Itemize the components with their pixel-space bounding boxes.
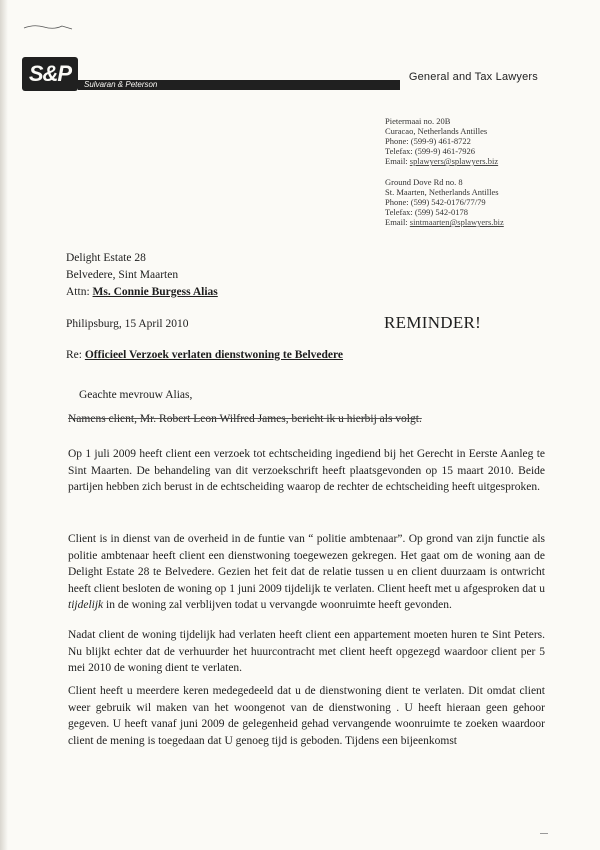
subject-prefix: Re: bbox=[66, 349, 82, 361]
scan-shadow bbox=[0, 0, 8, 850]
office-city: Curacao, Netherlands Antilles bbox=[385, 126, 488, 136]
recipient-address bbox=[66, 250, 218, 301]
attention-line bbox=[66, 284, 218, 301]
subject-line bbox=[66, 349, 343, 361]
salutation: Geachte mevrouw Alias, bbox=[79, 389, 193, 401]
attn-label: Attn: bbox=[66, 286, 90, 298]
subject-title: Officieel Verzoek verlaten dienstwoning te Belvedere bbox=[84, 349, 344, 361]
body-paragraph-2 bbox=[68, 531, 545, 614]
office-fax: Telefax: (599-9) 461-7926 bbox=[385, 146, 476, 156]
email-link[interactable]: sintmaarten@splawyers.biz bbox=[409, 217, 504, 227]
intro-sentence: Namens client, Mr. Robert Leon Wilfred James, bericht ik u hierbij als volgt. bbox=[68, 413, 422, 425]
office-city: St. Maarten, Netherlands Antilles bbox=[385, 187, 499, 197]
pen-scribble-mark bbox=[22, 20, 74, 34]
firm-logo: S&P bbox=[22, 57, 78, 91]
body-paragraph-4: Client heeft u meerdere keren medegedeeld dat u de dienstwoning dient te verlaten. Dit omdat client weer gebruik wil maken van het woongenot van de dienstwoning . U heeft hieraan geen gehoor gegeven. U heeft vanaf juni 2009 de gelegenheid gehad vervangende woonruimte te zoeken waardoor client de mening is toegedaan dat U genoeg tijd is geboden. Tijdens een bijeenkomst bbox=[68, 685, 545, 747]
email-label: Email: bbox=[385, 156, 408, 166]
page-mark bbox=[540, 833, 548, 834]
office-street: Pietermaai no. 20B bbox=[385, 116, 451, 126]
firm-tagline: General and Tax Lawyers bbox=[408, 71, 538, 83]
office-fax: Telefax: (599) 542-0178 bbox=[385, 207, 468, 217]
body-paragraph-1: Op 1 juli 2009 heeft client een verzoek tot echtscheiding ingediend bij het Gerecht in Eerste Aanleg te Sint Maarten. De behandeling van dit verzoekschrift heeft plaatsgevonden op 15 maart 2010. Beide partijen hebben zich berust in de echtscheiding waarop de rechter de echtscheiding heeft uitgesproken. bbox=[68, 448, 545, 494]
firm-name: Sulvaran & Peterson bbox=[84, 80, 158, 89]
body-paragraph-3: Nadat client de woning tijdelijk had verlaten heeft client een appartement moeten huren te Sint Peters. Nu blijkt echter dat de verhuurder het huurcontracht met client heeft opgezegd waardoor client per 5 mei 2010 de woning dient te verlaten. bbox=[68, 629, 545, 675]
office-phone: Phone: (599) 542-0176/77/79 bbox=[385, 197, 486, 207]
office-email-line bbox=[385, 217, 504, 227]
paragraph-text: in de woning zal verblijven todat u vervangde woonruimte heeft gevonden. bbox=[103, 599, 452, 612]
email-link[interactable]: splawyers@splawyers.biz bbox=[409, 156, 499, 166]
office-email-line bbox=[385, 156, 498, 166]
office-st-maarten bbox=[385, 177, 504, 227]
address-line: Delight Estate 28 bbox=[66, 252, 146, 264]
emphasis-text: tijdelijk bbox=[68, 599, 104, 612]
office-phone: Phone: (599-9) 461-8722 bbox=[385, 136, 471, 146]
office-curacao bbox=[385, 116, 498, 166]
reminder-heading: REMINDER! bbox=[384, 313, 482, 332]
place-date: Philipsburg, 15 April 2010 bbox=[66, 318, 189, 330]
email-label: Email: bbox=[385, 217, 408, 227]
address-line: Belvedere, Sint Maarten bbox=[66, 269, 179, 281]
attn-name: Ms. Connie Burgess Alias bbox=[92, 286, 218, 298]
office-street: Ground Dove Rd no. 8 bbox=[385, 177, 463, 187]
paragraph-text: Client is in dienst van de overheid in de funtie van “ politie ambtenaar”. Op grond van zijn functie als politie ambtenaar heeft client een dienstwoning toegewezen gekregen. Het gaat om de woning aan de Delight Estate 28 te Belvedere. Gezien het feit dat de relatie tussen u en client duurzaam is ontwricht heeft client besloten de woning op 1 juni 2009 tijdelijk te verlaten. Client heeft met u afgesproken dat u bbox=[68, 533, 545, 595]
